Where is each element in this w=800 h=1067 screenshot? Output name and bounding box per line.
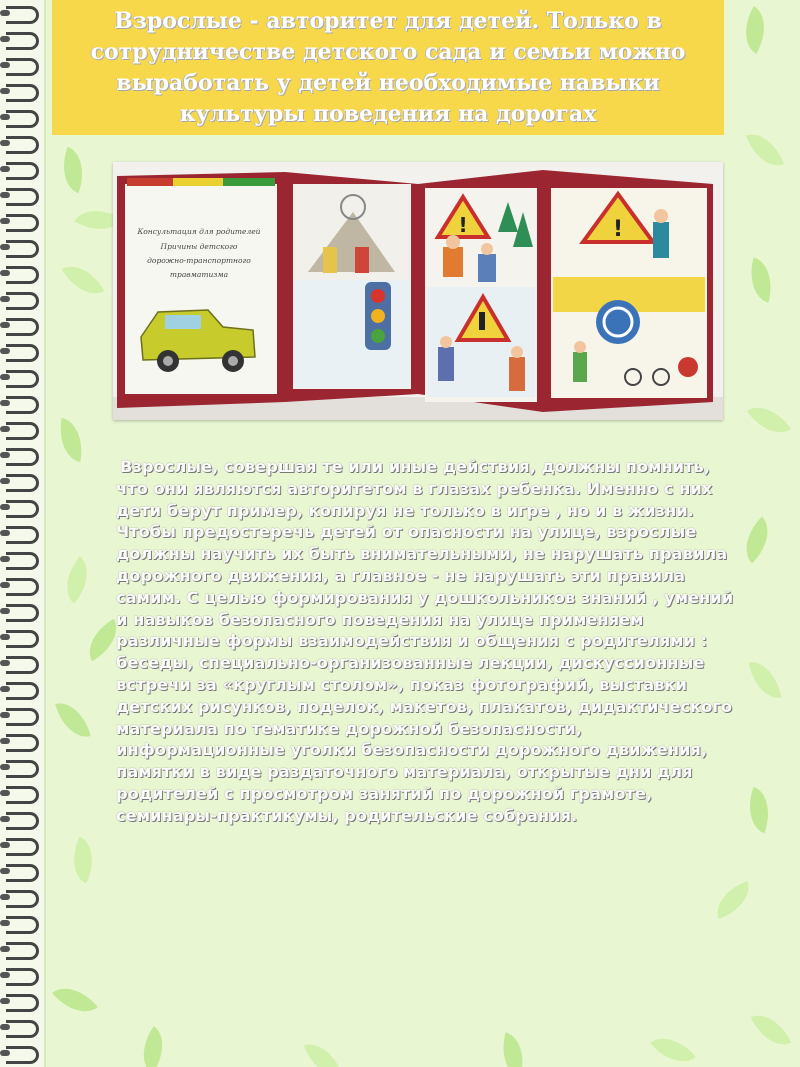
- svg-text:!: !: [458, 213, 468, 237]
- spiral-ring: [6, 786, 39, 804]
- leaf-icon: [62, 256, 105, 304]
- leaf-icon: [749, 658, 782, 702]
- spiral-ring: [6, 864, 39, 882]
- spiral-ring: [6, 214, 39, 232]
- leaf-icon: [52, 976, 98, 1023]
- spiral-ring: [6, 968, 39, 986]
- spiral-ring: [6, 604, 39, 622]
- spiral-ring: [6, 812, 39, 830]
- slide-title: Взрослые - авторитет для детей. Только в сотрудничестве детского сада и семьи можно выработать у детей необходимые навыки культуры поведения на дорогах: [90, 7, 686, 127]
- spiral-ring: [6, 448, 39, 466]
- spiral-ring: [6, 422, 39, 440]
- spiral-ring: [6, 682, 39, 700]
- leaf-icon: [734, 6, 777, 54]
- spiral-binding: [0, 0, 46, 1067]
- spiral-ring: [6, 734, 39, 752]
- leaf-icon: [304, 1037, 342, 1067]
- spiral-ring: [6, 266, 39, 284]
- spiral-ring: [6, 578, 39, 596]
- spiral-ring: [6, 370, 39, 388]
- spiral-ring: [6, 396, 39, 414]
- booklet-illustration: [113, 162, 723, 420]
- spiral-ring: [6, 708, 39, 726]
- svg-text:Причины детского: Причины детского: [160, 242, 238, 251]
- svg-text:дорожно-транспортного: дорожно-транспортного: [147, 256, 251, 265]
- title-banner: [52, 0, 724, 135]
- spiral-ring: [6, 84, 39, 102]
- leaf-icon: [131, 1026, 175, 1067]
- traffic-light-icon: [365, 282, 391, 350]
- spiral-ring: [6, 1020, 39, 1038]
- spiral-ring: [6, 110, 39, 128]
- spiral-ring: [6, 890, 39, 908]
- spiral-ring: [6, 162, 39, 180]
- spiral-ring: [6, 6, 39, 24]
- spiral-ring: [6, 916, 39, 934]
- leaf-icon: [734, 517, 781, 564]
- spiral-ring: [6, 318, 39, 336]
- body-paragraph: [116, 456, 736, 827]
- spiral-ring: [6, 552, 39, 570]
- svg-text:травматизма: травматизма: [169, 270, 229, 279]
- spiral-ring: [6, 292, 39, 310]
- spiral-ring: [6, 32, 39, 50]
- spiral-ring: [6, 344, 39, 362]
- leaf-icon: [746, 127, 784, 173]
- leaf-icon: [54, 556, 100, 603]
- leaf-icon: [743, 257, 778, 302]
- body-text: Взрослые, совершая те или иные действия, должны помнить, что они являются авторитетом в глазах ребенка. Именно с них дети берут пример, копируя не только в игре , но и в жизни. Чтобы предостеречь детей от опасности на улице, взрослые должны научить их быть внимательными, не нарушать правила дорожного движения, а главное - не нарушать эти правила самим. С целью формирования у дошкольников знаний , умений и навыков безопасного поведения на улице применяем различные формы взаимодействия и общения с родителями : беседы, специально-организованные лекции, дискуссионные встречи за «круглым столом», показ фотографий, выставки детских рисунков, поделок, макетов, плакатов, дидактического материала по тематике дорожной безопасности, информационные уголки безопасности дорожного движения, памятки в виде раздаточного материала, открытые дни для родителей с просмотром занятий по дорожной грамоте, семинары-практикумы, родительские собрания.: [116, 457, 734, 825]
- svg-text:!: !: [612, 217, 624, 242]
- spiral-ring: [6, 760, 39, 778]
- leaf-icon: [747, 396, 791, 444]
- spiral-ring: [6, 526, 39, 544]
- spiral-ring: [6, 656, 39, 674]
- spiral-ring: [6, 188, 39, 206]
- leaf-icon: [751, 1006, 791, 1053]
- leaf-icon: [710, 881, 756, 919]
- spiral-ring: [6, 136, 39, 154]
- spiral-ring: [6, 838, 39, 856]
- leaf-icon: [63, 836, 103, 883]
- leaf-icon: [495, 1032, 530, 1067]
- spiral-ring: [6, 474, 39, 492]
- spiral-ring: [6, 942, 39, 960]
- leaf-icon: [650, 1026, 696, 1067]
- photo-booklet: [113, 162, 723, 420]
- leaf-icon: [55, 418, 88, 462]
- spiral-ring: [6, 1046, 39, 1064]
- leaf-icon: [54, 147, 92, 193]
- spiral-ring: [6, 994, 39, 1012]
- leaf-icon: [55, 697, 90, 742]
- spiral-ring: [6, 58, 39, 76]
- leaf-icon: [740, 787, 778, 833]
- spiral-ring: [6, 240, 39, 258]
- svg-text:Консультация для родителей: Консультация для родителей: [137, 227, 261, 236]
- spiral-ring: [6, 630, 39, 648]
- spiral-ring: [6, 500, 39, 518]
